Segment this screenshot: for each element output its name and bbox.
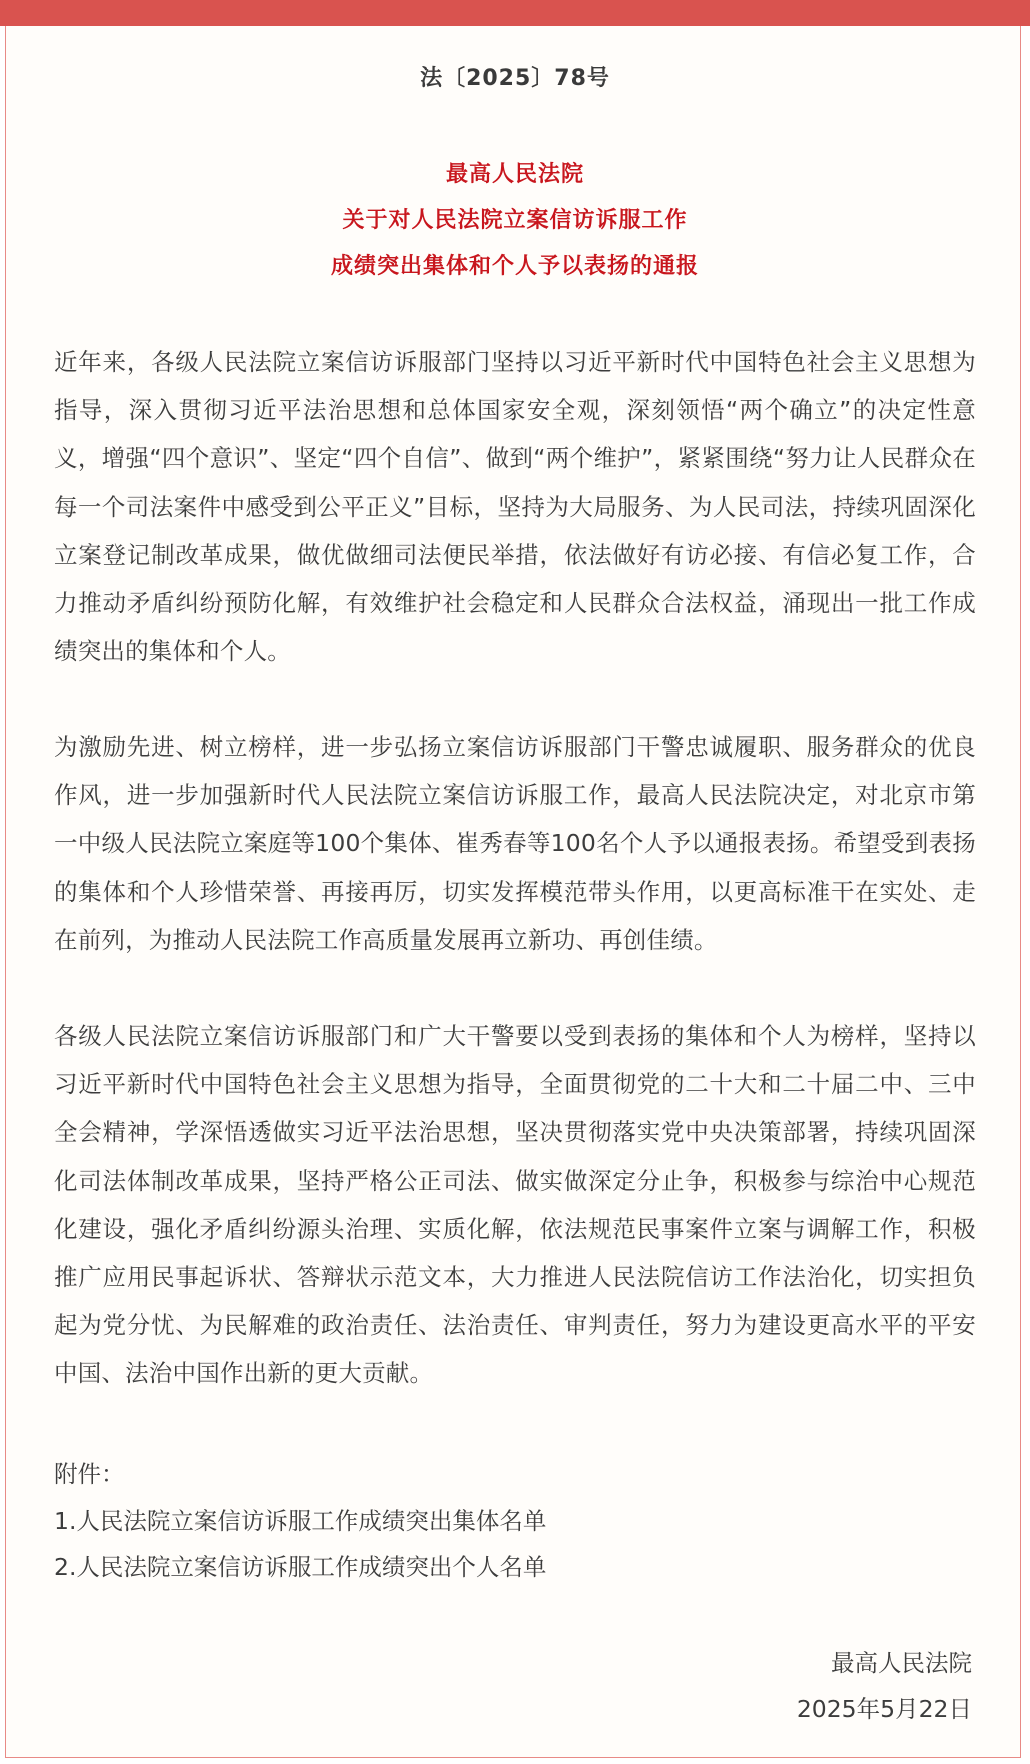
attachment-item-2: 2.人民法院立案信访诉服工作成绩突出个人名单	[54, 1553, 547, 1581]
title-line-3: 成绩突出集体和个人予以表扬的通报	[330, 254, 699, 279]
body-paragraph-1: 近年来，各级人民法院立案信访诉服部门坚持以习近平新时代中国特色社会主义思想为指导，深入贯彻习近平法治思想和总体国家安全观，深刻领悟“两个确立”的决定性意义，增强“四个意识”、坚定“四个自信”、做到“两个维护”，紧紧围绕“努力让人民群众在每一个司法案件中感受到公平正义”目标，坚持为大局服务、为人民司法，持续巩固深化立案登记制改革成果，做优做细司法便民举措，依法做好有访必接、有信必复工作，合力推动矛盾纠纷预防化解，有效维护社会稳定和人民群众合法权益，涌现出一批工作成绩突出的集体和个人。	[54, 348, 976, 666]
signature-date: 2025年5月22日	[796, 1695, 972, 1723]
attachment-item-1: 1.人民法院立案信访诉服工作成绩突出集体名单	[54, 1507, 547, 1535]
title-line-1: 最高人民法院	[445, 162, 584, 187]
body-paragraph-3: 各级人民法院立案信访诉服部门和广大干警要以受到表扬的集体和个人为榜样，坚持以习近平新时代中国特色社会主义思想为指导，全面贯彻党的二十大和二十届二中、三中全会精神，学深悟透做实习近平法治思想，坚决贯彻落实党中央决策部署，持续巩固深化司法体制改革成果，坚持严格公正司法、做实做深定分止争，积极参与综治中心规范化建设，强化矛盾纠纷源头治理、实质化解，依法规范民事案件立案与调解工作，积极推广应用民事起诉状、答辩状示范文本，大力推进人民法院信访工作法治化，切实担负起为党分忧、为民解难的政治责任、法治责任、审判责任，努力为建设更高水平的平安中国、法治中国作出新的更大贡献。	[54, 1022, 976, 1388]
body-paragraph-2: 为激励先进、树立榜样，进一步弘扬立案信访诉服部门干警忠诚履职、服务群众的优良作风，进一步加强新时代人民法院立案信访诉服工作，最高人民法院决定，对北京市第一中级人民法院立案庭等100个集体、崔秀春等100名个人予以通报表扬。希望受到表扬的集体和个人珍惜荣誉、再接再厉，切实发挥模范带头作用，以更高标准干在实处、走在前列，为推动人民法院工作高质量发展再立新功、再创佳绩。	[54, 733, 976, 954]
signature-organization: 最高人民法院	[831, 1649, 972, 1677]
document-number: 法〔2025〕78号	[420, 66, 610, 91]
top-accent-bar	[0, 0, 1030, 26]
title-line-2: 关于对人民法院立案信访诉服工作	[342, 208, 688, 233]
attachments-label: 附件：	[54, 1460, 125, 1488]
